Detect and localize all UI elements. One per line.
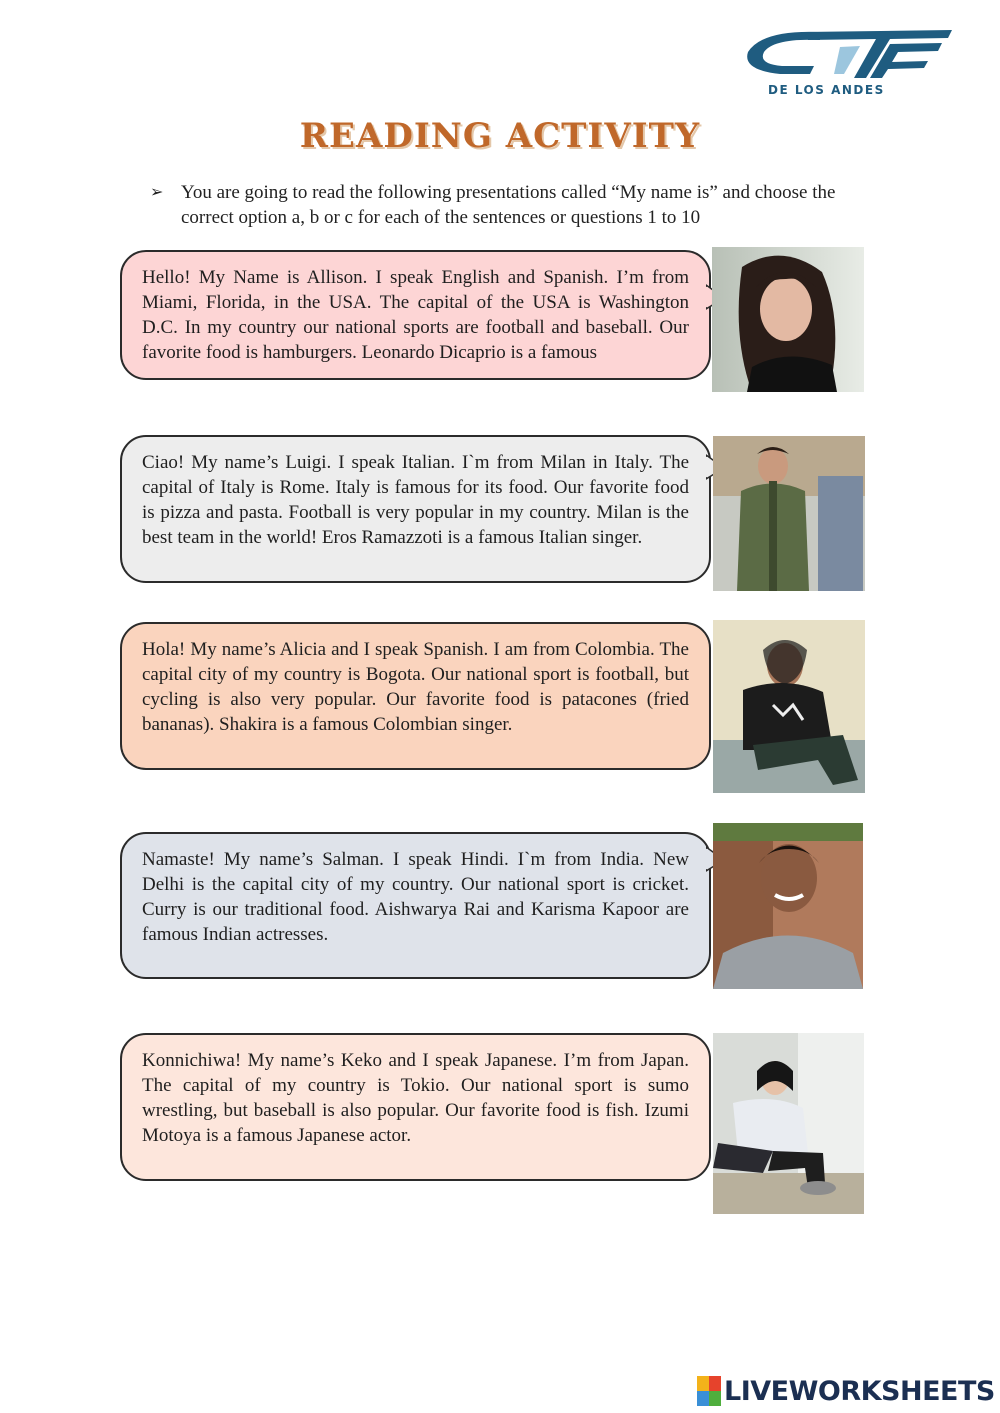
liveworksheets-logo [697,1373,995,1409]
page-title: READING ACTIVITY [299,116,701,156]
presentation-luigi: Ciao! My name’s Luigi. I speak Italian. I`m from Milan in Italy. The capital of Italy is Rome. Italy is famous for its food. Our favorite food is pizza and pasta. Football is very popular in my country. Milan is the best team in the world! Eros Ramazzoti is a famous Italian singer. [120,435,711,583]
instructions-text: You are going to read the following presentations called “My name is” and choose the correct option a, b or c for each of the sentences or questions 1 to 10 [181,182,836,228]
liveworksheets-icon [697,1376,721,1406]
instructions [150,180,890,230]
photo-allison [712,247,864,392]
liveworksheets-brand: LIVEWORKSHEETS [724,1375,995,1407]
ctf-logo [740,22,955,102]
photo-alicia [713,620,865,793]
photo-salman [713,823,863,989]
photo-keko [713,1033,864,1214]
photo-luigi [713,436,865,591]
arrow-bullet-icon: ➢ [150,184,164,201]
logo-tagline: DE LOS ANDES [768,83,885,97]
presentation-allison: Hello! My Name is Allison. I speak English and Spanish. I’m from Miami, Florida, in the USA. The capital of the USA is Washington D.C. In my country our national sports are football and baseball. Our favorite food is hamburgers. Leonardo Dicaprio is a famous [120,250,711,380]
presentation-alicia: Hola! My name’s Alicia and I speak Spanish. I am from Colombia. The capital city of my country is Bogota. Our national sport is football, but cycling is also very popular. Our favorite food is patacones (fried bananas). Shakira is a famous Colombian singer. [120,622,711,770]
presentation-keko: Konnichiwa! My name’s Keko and I speak Japanese. I’m from Japan. The capital of my country is Tokio. Our national sport is sumo wrestling, but baseball is also popular. Our favorite food is fish. Izumi Motoya is a famous Japanese actor. [120,1033,711,1181]
presentation-salman: Namaste! My name’s Salman. I speak Hindi. I`m from India. New Delhi is the capital city of my country. Our national sport is cricket. Curry is our traditional food. Aishwarya Rai and Karisma Kapoor are famous Indian actresses. [120,832,711,979]
